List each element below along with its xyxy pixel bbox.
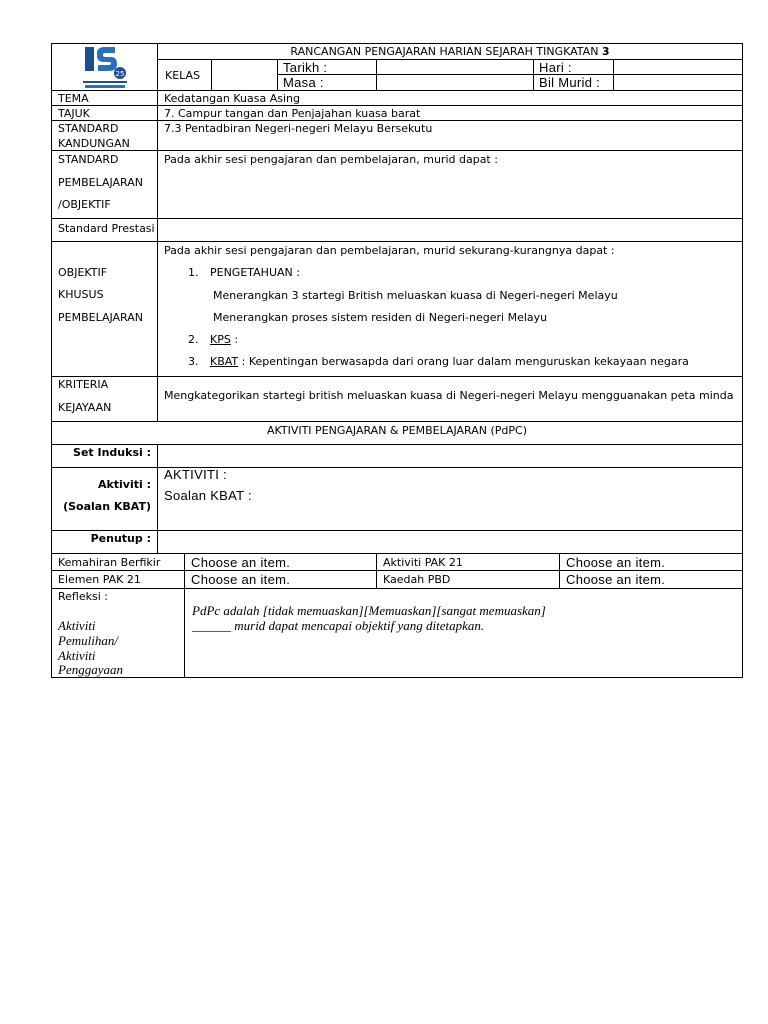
refleksi-value-cell[interactable] bbox=[184, 588, 743, 678]
kemahiran-value: Choose an item. bbox=[191, 555, 291, 570]
objektif-item-2-text: KPS : bbox=[210, 333, 239, 346]
refleksi-label-cell bbox=[51, 588, 185, 678]
aktiviti-text: AKTIVITI : bbox=[164, 467, 227, 482]
objektif-sub-2: Menerangkan proses sistem residen di Negeri-negeri Melayu bbox=[213, 311, 548, 324]
tema-label: TEMA bbox=[58, 92, 89, 105]
kriteria-value: Mengkategorikan startegi british meluaskan kuasa di Negeri-negeri Melayu mengguanakan peta minda bbox=[164, 389, 734, 402]
standard-pembelajaran-label-1: STANDARD bbox=[58, 153, 119, 166]
objektif-khusus-label-cell bbox=[51, 241, 158, 377]
set-induksi-value-cell[interactable] bbox=[157, 444, 743, 468]
school-logo-icon bbox=[81, 45, 131, 89]
penutup-label-cell bbox=[51, 530, 158, 554]
tajuk-label-cell bbox=[51, 105, 158, 121]
tajuk-value: 7. Campur tangan dan Penjajahan kuasa barat bbox=[164, 107, 421, 120]
kriteria-label-2: KEJAYAAN bbox=[58, 401, 112, 414]
objektif-khusus-label-3: PEMBELAJARAN bbox=[58, 311, 144, 324]
objektif-khusus-value-cell[interactable] bbox=[157, 241, 743, 377]
standard-pembelajaran-label-3: /OBJEKTIF bbox=[58, 198, 111, 211]
refleksi-line-2: ______ murid dapat mencapai objektif yang ditetapkan. bbox=[192, 618, 485, 633]
masa-value-cell[interactable] bbox=[376, 74, 534, 91]
pemulihan-label-2: Pemulihan/ bbox=[58, 633, 118, 648]
kelas-label-cell bbox=[157, 59, 212, 91]
aktiviti-label: Aktiviti : bbox=[97, 478, 151, 491]
penutup-value-cell[interactable] bbox=[157, 530, 743, 554]
objektif-sub-1: Menerangkan 3 startegi British meluaskan kuasa di Negeri-negeri Melayu bbox=[213, 289, 618, 302]
set-induksi-label: Set Induksi : bbox=[73, 446, 151, 459]
bil-murid-value-cell[interactable] bbox=[613, 74, 743, 91]
standard-kandungan-label-2: KANDUNGAN bbox=[58, 137, 130, 150]
aktiviti-heading: AKTIVITI PENGAJARAN & PEMBELAJARAN (PdPC) bbox=[266, 424, 528, 437]
masa-label-cell bbox=[277, 74, 377, 91]
kemahiran-label: Kemahiran Berfikir bbox=[58, 556, 161, 569]
elemen-label: Elemen PAK 21 bbox=[58, 573, 141, 586]
refleksi-label: Refleksi : bbox=[58, 590, 108, 603]
kaedah-value: Choose an item. bbox=[566, 572, 666, 587]
bil-murid-label: Bil Murid : bbox=[539, 75, 601, 90]
aktiviti-pak-value: Choose an item. bbox=[566, 555, 666, 570]
soalan-kbat-label: (Soalan KBAT) bbox=[63, 500, 151, 513]
kaedah-label: Kaedah PBD bbox=[383, 573, 451, 586]
standard-prestasi-label-cell bbox=[51, 218, 158, 242]
aktiviti-pak-label-cell bbox=[376, 553, 560, 571]
tajuk-value-cell[interactable] bbox=[157, 105, 743, 121]
kaedah-dropdown[interactable] bbox=[559, 570, 743, 589]
standard-prestasi-value-cell[interactable] bbox=[157, 218, 743, 242]
standard-prestasi-label: Standard Prestasi bbox=[58, 222, 155, 235]
objektif-khusus-label-2: KHUSUS bbox=[58, 288, 104, 301]
elemen-value: Choose an item. bbox=[191, 572, 291, 587]
objektif-item-3-text: KBAT : Kepentingan berwasapda dari orang luar dalam menguruskan kekayaan negara bbox=[210, 355, 689, 368]
aktiviti-pak-dropdown[interactable] bbox=[559, 553, 743, 571]
tema-value-cell[interactable] bbox=[157, 90, 743, 106]
kriteria-value-cell[interactable] bbox=[157, 376, 743, 422]
aktiviti-value-cell[interactable] bbox=[157, 467, 743, 531]
hari-label-cell bbox=[533, 59, 614, 75]
tarikh-value-cell[interactable] bbox=[376, 59, 534, 75]
aktiviti-label-cell bbox=[51, 467, 158, 531]
page-title: RANCANGAN PENGAJARAN HARIAN SEJARAH TINGKATAN 3 bbox=[290, 45, 610, 58]
standard-kandungan-label-cell bbox=[51, 120, 158, 151]
kriteria-label-1: KRITERIA bbox=[58, 378, 109, 391]
objektif-item-1-text: PENGETAHUAN : bbox=[210, 266, 300, 279]
tema-label-cell bbox=[51, 90, 158, 106]
elemen-dropdown[interactable] bbox=[184, 570, 377, 589]
set-induksi-label-cell bbox=[51, 444, 158, 468]
pemulihan-label-1: Aktiviti bbox=[58, 618, 96, 633]
aktiviti-pak-label: Aktiviti PAK 21 bbox=[383, 556, 463, 569]
aktiviti-heading-cell bbox=[51, 421, 743, 445]
objektif-item-1-number: 1. bbox=[188, 266, 199, 279]
tajuk-label: TAJUK bbox=[58, 107, 90, 120]
kelas-value-cell[interactable] bbox=[211, 59, 278, 91]
masa-label: Masa : bbox=[283, 75, 324, 90]
kemahiran-dropdown[interactable] bbox=[184, 553, 377, 571]
soalan-kbat-text: Soalan KBAT : bbox=[164, 488, 252, 503]
kaedah-label-cell bbox=[376, 570, 560, 589]
objektif-intro: Pada akhir sesi pengajaran dan pembelajaran, murid sekurang-kurangnya dapat : bbox=[164, 244, 615, 257]
standard-kandungan-value: 7.3 Pentadbiran Negeri-negeri Melayu Bersekutu bbox=[164, 122, 433, 135]
pemulihan-label-4: Penggayaan bbox=[58, 662, 123, 677]
kemahiran-label-cell bbox=[51, 553, 185, 571]
objektif-khusus-label-1: OBJEKTIF bbox=[58, 266, 108, 279]
objektif-item-3-number: 3. bbox=[188, 355, 199, 368]
kelas-label: KELAS bbox=[165, 69, 201, 82]
standard-pembelajaran-value: Pada akhir sesi pengajaran dan pembelajaran, murid dapat : bbox=[164, 153, 498, 166]
refleksi-line-1: PdPc adalah [tidak memuaskan][Memuaskan][sangat memuaskan] bbox=[192, 603, 546, 618]
standard-kandungan-label-1: STANDARD bbox=[58, 122, 119, 135]
tarikh-label: Tarikh : bbox=[283, 60, 328, 75]
hari-label: Hari : bbox=[539, 60, 572, 75]
standard-pembelajaran-label-cell bbox=[51, 150, 158, 219]
bil-murid-label-cell bbox=[533, 74, 614, 91]
objektif-item-2-number: 2. bbox=[188, 333, 199, 346]
pemulihan-label-3: Aktiviti bbox=[58, 648, 96, 663]
standard-pembelajaran-label-2: PEMBELAJARAN bbox=[58, 176, 144, 189]
logo-cell bbox=[51, 43, 158, 91]
standard-kandungan-value-cell[interactable] bbox=[157, 120, 743, 151]
penutup-label: Penutup : bbox=[90, 532, 151, 545]
elemen-label-cell bbox=[51, 570, 185, 589]
svg-text:25: 25 bbox=[115, 70, 125, 78]
tarikh-label-cell bbox=[277, 59, 377, 75]
hari-value-cell[interactable] bbox=[613, 59, 743, 75]
kriteria-label-cell bbox=[51, 376, 158, 422]
tema-value: Kedatangan Kuasa Asing bbox=[164, 92, 300, 105]
title-cell bbox=[157, 43, 743, 60]
standard-pembelajaran-value-cell[interactable] bbox=[157, 150, 743, 219]
